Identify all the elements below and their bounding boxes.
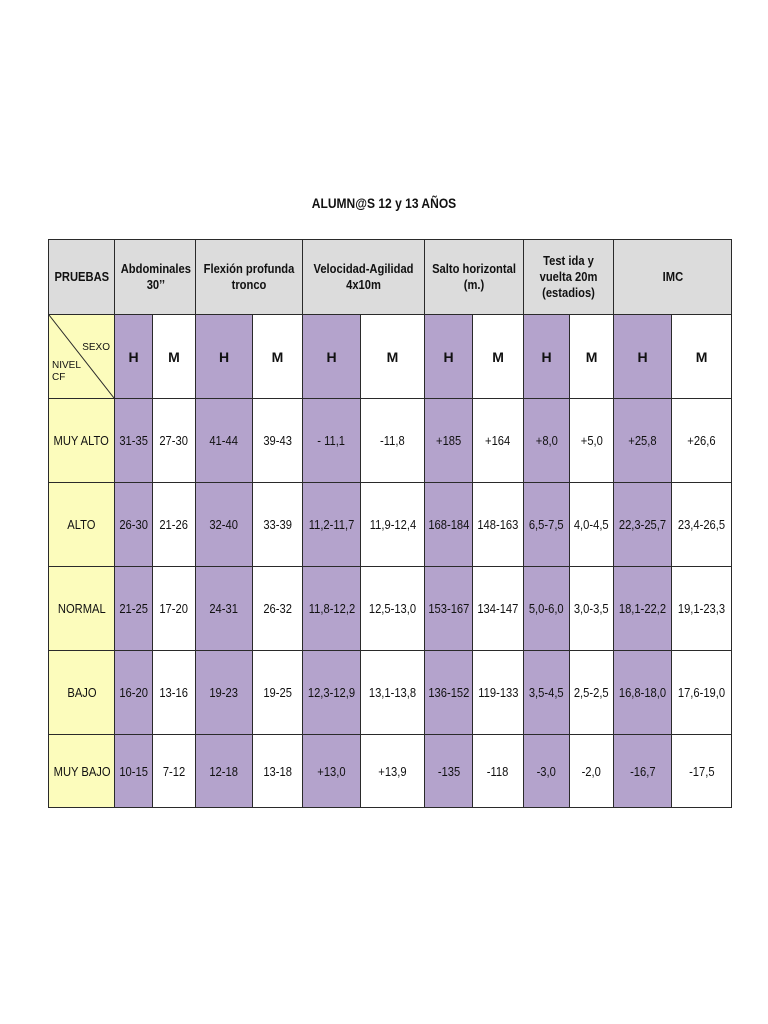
sex-label: M bbox=[361, 315, 425, 399]
table-cell: 19-25 bbox=[253, 651, 303, 735]
sex-label: H bbox=[425, 315, 473, 399]
table-cell: 27-30 bbox=[153, 399, 196, 483]
table-cell: 21-25 bbox=[115, 567, 153, 651]
table-cell: 24-31 bbox=[196, 567, 253, 651]
table-cell: 16-20 bbox=[115, 651, 153, 735]
table-cell: +185 bbox=[425, 399, 473, 483]
nivel-label: NIVEL bbox=[52, 360, 81, 371]
table-cell: 13-16 bbox=[153, 651, 196, 735]
table-cell: 41-44 bbox=[196, 399, 253, 483]
table-cell: 22,3-25,7 bbox=[614, 483, 672, 567]
table-cell: -11,8 bbox=[361, 399, 425, 483]
table-cell: 17-20 bbox=[153, 567, 196, 651]
test-header-abdominales: Abdominales 30’’ bbox=[115, 240, 196, 315]
sex-label: H bbox=[614, 315, 672, 399]
table-cell: 31-35 bbox=[115, 399, 153, 483]
table-cell: 13,1-13,8 bbox=[361, 651, 425, 735]
table-cell: 5,0-6,0 bbox=[524, 567, 570, 651]
table-cell: 134-147 bbox=[473, 567, 524, 651]
table-cell: +5,0 bbox=[570, 399, 614, 483]
table-cell: 4,0-4,5 bbox=[570, 483, 614, 567]
table-row bbox=[49, 651, 732, 735]
table-cell: -16,7 bbox=[614, 735, 672, 808]
table-cell: 7-12 bbox=[153, 735, 196, 808]
cf-label: CF bbox=[52, 372, 66, 383]
test-header-flexion: Flexión profunda tronco bbox=[196, 240, 303, 315]
table-cell: -3,0 bbox=[524, 735, 570, 808]
test-header-velocidad: Velocidad-Agilidad 4x10m bbox=[303, 240, 425, 315]
table-cell: 26-30 bbox=[115, 483, 153, 567]
sexo-label: SEXO bbox=[82, 342, 110, 353]
table-cell: 16,8-18,0 bbox=[614, 651, 672, 735]
table-cell: - 11,1 bbox=[303, 399, 361, 483]
sex-label: M bbox=[153, 315, 196, 399]
table-cell: 19-23 bbox=[196, 651, 253, 735]
table-cell: +25,8 bbox=[614, 399, 672, 483]
table-cell: 12,3-12,9 bbox=[303, 651, 361, 735]
table-cell: 119-133 bbox=[473, 651, 524, 735]
table-cell: 3,0-3,5 bbox=[570, 567, 614, 651]
table-cell: -135 bbox=[425, 735, 473, 808]
table-cell: 23,4-26,5 bbox=[672, 483, 732, 567]
table-cell: +164 bbox=[473, 399, 524, 483]
table-cell: 19,1-23,3 bbox=[672, 567, 732, 651]
table-cell: +13,9 bbox=[361, 735, 425, 808]
diagonal-line bbox=[49, 315, 114, 398]
test-header-salto: Salto horizontal (m.) bbox=[425, 240, 524, 315]
table-cell: 168-184 bbox=[425, 483, 473, 567]
table-cell: 18,1-22,2 bbox=[614, 567, 672, 651]
table-cell: 3,5-4,5 bbox=[524, 651, 570, 735]
table-cell: 11,8-12,2 bbox=[303, 567, 361, 651]
table-cell: 6,5-7,5 bbox=[524, 483, 570, 567]
table-cell: 32-40 bbox=[196, 483, 253, 567]
level-label: ALTO bbox=[49, 483, 115, 567]
table-cell: 26-32 bbox=[253, 567, 303, 651]
table-cell: +13,0 bbox=[303, 735, 361, 808]
table-cell: +26,6 bbox=[672, 399, 732, 483]
test-header-imc: IMC bbox=[614, 240, 732, 315]
table-cell: +8,0 bbox=[524, 399, 570, 483]
table-cell: 17,6-19,0 bbox=[672, 651, 732, 735]
level-label: NORMAL bbox=[49, 567, 115, 651]
sex-label: H bbox=[303, 315, 361, 399]
test-header-ida-vuelta: Test ida y vuelta 20m (estadios) bbox=[524, 240, 614, 315]
table-cell: -2,0 bbox=[570, 735, 614, 808]
table-cell: 148-163 bbox=[473, 483, 524, 567]
pruebas-header: PRUEBAS bbox=[49, 240, 115, 315]
table-cell: 11,9-12,4 bbox=[361, 483, 425, 567]
sex-label: H bbox=[196, 315, 253, 399]
level-label: BAJO bbox=[49, 651, 115, 735]
sex-label: H bbox=[115, 315, 153, 399]
sex-label: M bbox=[672, 315, 732, 399]
table-cell: 12,5-13,0 bbox=[361, 567, 425, 651]
table-cell: 10-15 bbox=[115, 735, 153, 808]
table-cell: 33-39 bbox=[253, 483, 303, 567]
table-row bbox=[49, 567, 732, 651]
sexo-nivel-corner bbox=[49, 315, 115, 399]
table-row bbox=[49, 735, 732, 808]
table-cell: -118 bbox=[473, 735, 524, 808]
table-cell: 153-167 bbox=[425, 567, 473, 651]
nivel-cf-label bbox=[52, 360, 81, 384]
header-row bbox=[49, 240, 732, 315]
table-cell: -17,5 bbox=[672, 735, 732, 808]
table-row bbox=[49, 483, 732, 567]
table-cell: 13-18 bbox=[253, 735, 303, 808]
table-cell: 11,2-11,7 bbox=[303, 483, 361, 567]
sex-label: H bbox=[524, 315, 570, 399]
table-cell: 12-18 bbox=[196, 735, 253, 808]
sex-label: M bbox=[253, 315, 303, 399]
table-cell: 39-43 bbox=[253, 399, 303, 483]
sex-row bbox=[49, 315, 732, 399]
level-label: MUY ALTO bbox=[49, 399, 115, 483]
page-title: ALUMN@S 12 y 13 AÑOS bbox=[311, 195, 457, 211]
sex-label: M bbox=[473, 315, 524, 399]
level-label: MUY BAJO bbox=[49, 735, 115, 808]
table-cell: 2,5-2,5 bbox=[570, 651, 614, 735]
fitness-table bbox=[48, 239, 732, 808]
table-cell: 136-152 bbox=[425, 651, 473, 735]
sex-label: M bbox=[570, 315, 614, 399]
table-row bbox=[49, 399, 732, 483]
table-cell: 21-26 bbox=[153, 483, 196, 567]
